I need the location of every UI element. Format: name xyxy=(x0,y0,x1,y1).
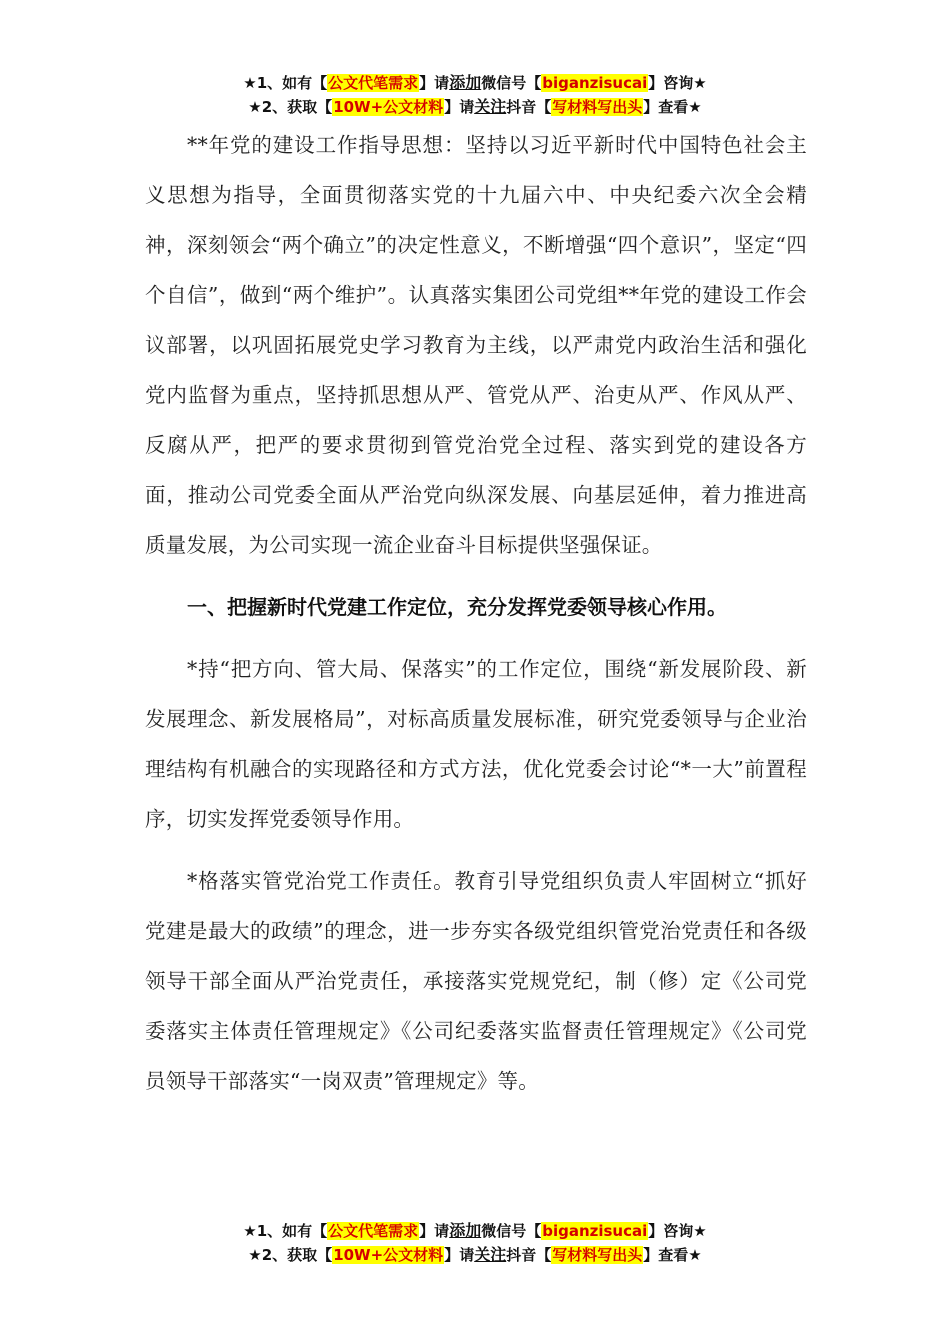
banner-text: ★1、如有【 xyxy=(243,74,328,92)
banner-text: 】查看★ xyxy=(643,98,702,116)
banner-text: 】请 xyxy=(444,1246,475,1264)
body-paragraph: *持“把方向、管大局、保落实”的工作定位，围绕“新发展阶段、新发展理念、新发展格局”，对标高质量发展标准，研究党委领导与企业治理结构有机融合的实现路径和方式方法，优化党委会讨论“*一大”前置程序，切实发挥党委领导作用。 xyxy=(145,657,807,831)
highlight-text: 写材料写出头 xyxy=(552,1246,643,1264)
banner-line-1 xyxy=(0,71,950,95)
banner-text: 】请 xyxy=(444,98,475,116)
highlight-text: biganzisucai xyxy=(542,74,648,92)
banner-text: 抖音【 xyxy=(506,1246,552,1264)
document-body xyxy=(145,120,807,1106)
banner-text: 微信号【 xyxy=(481,1222,542,1240)
highlight-text: 公文代笔需求 xyxy=(328,74,419,92)
banner-text: ★2、获取【 xyxy=(248,98,333,116)
banner-text: 】请 xyxy=(419,1222,450,1240)
banner-text: ★2、获取【 xyxy=(248,1246,333,1264)
underlined-text: 添加 xyxy=(449,73,482,92)
banner-line-2 xyxy=(0,95,950,119)
highlight-text: 公文代笔需求 xyxy=(328,1222,419,1240)
banner-line-1 xyxy=(0,1219,950,1243)
underlined-text: 关注 xyxy=(474,97,507,116)
section-heading: 一、把握新时代党建工作定位，充分发挥党委领导核心作用。 xyxy=(187,595,727,619)
intro-paragraph: **年党的建设工作指导思想：坚持以习近平新时代中国特色社会主义思想为指导，全面贯彻落实党的十九届六中、中央纪委六次全会精神，深刻领会“两个确立”的决定性意义，不断增强“四个意识”，坚定“四个自信”，做到“两个维护”。认真落实集团公司党组**年党的建设工作会议部署，以巩固拓展党史学习教育为主线，以严肃党内政治生活和强化党内监督为重点，坚持抓思想从严、管党从严、治吏从严、作风从严、反腐从严，把严的要求贯彻到管党治党全过程、落实到党的建设各方面，推动公司党委全面从严治党向纵深发展、向基层延伸，着力推进高质量发展，为公司实现一流企业奋斗目标提供坚强保证。 xyxy=(145,133,807,557)
header-banner xyxy=(0,71,950,119)
banner-line-2 xyxy=(0,1243,950,1267)
banner-text: 微信号【 xyxy=(481,74,542,92)
banner-text: 】查看★ xyxy=(643,1246,702,1264)
body-paragraph: *格落实管党治党工作责任。教育引导党组织负责人牢固树立“抓好党建是最大的政绩”的理念，进一步夯实各级党组织管党治党责任和各级领导干部全面从严治党责任，承接落实党规党纪，制（修）定《公司党委落实主体责任管理规定》《公司纪委落实监督责任管理规定》《公司党员领导干部落实“一岗双责”管理规定》等。 xyxy=(145,869,807,1093)
banner-text: 】咨询★ xyxy=(648,74,707,92)
banner-text: 抖音【 xyxy=(506,98,552,116)
banner-text: 】请 xyxy=(419,74,450,92)
footer-banner xyxy=(0,1219,950,1267)
highlight-text: biganzisucai xyxy=(542,1222,648,1240)
underlined-text: 添加 xyxy=(449,1221,482,1240)
highlight-text: 10W+公文材料 xyxy=(333,1246,444,1264)
banner-text: 】咨询★ xyxy=(648,1222,707,1240)
highlight-text: 10W+公文材料 xyxy=(333,98,444,116)
banner-text: ★1、如有【 xyxy=(243,1222,328,1240)
highlight-text: 写材料写出头 xyxy=(552,98,643,116)
underlined-text: 关注 xyxy=(474,1245,507,1264)
